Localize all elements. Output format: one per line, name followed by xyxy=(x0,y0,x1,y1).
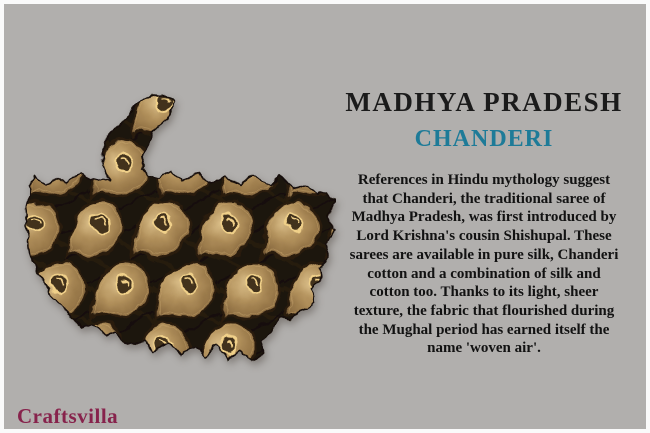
paragraph-line: Madhya Pradesh, was first introduced by xyxy=(351,209,617,226)
text-column xyxy=(312,88,650,358)
subtitle: CHANDERI xyxy=(414,125,554,152)
madhya-pradesh-map xyxy=(24,90,336,380)
paragraph-line: sarees are available in pure silk, Chanderi xyxy=(349,246,619,263)
paragraph-line: the Mughal period has earned itself the xyxy=(358,321,610,338)
madhya-pradesh-map-image xyxy=(24,90,336,380)
craftsvilla-logo: Craftsvilla xyxy=(17,404,119,428)
paragraph-line: texture, the fabric that flourished during xyxy=(353,303,615,319)
paragraph-line: cotton and a combination of silk and xyxy=(367,265,601,282)
paragraph-line: name 'woven air'. xyxy=(427,340,541,357)
paragraph-line: Lord Krishna's cousin Shishupal. These xyxy=(356,228,612,245)
paragraph-line: References in Hindu mythology suggest xyxy=(357,172,611,189)
paragraph-line: cotton too. Thanks to its light, sheer xyxy=(369,284,599,301)
page-title: MADHYA PRADESH xyxy=(345,87,623,117)
paragraph-line: that Chanderi, the traditional saree of xyxy=(362,190,606,207)
description-paragraph xyxy=(312,171,650,358)
